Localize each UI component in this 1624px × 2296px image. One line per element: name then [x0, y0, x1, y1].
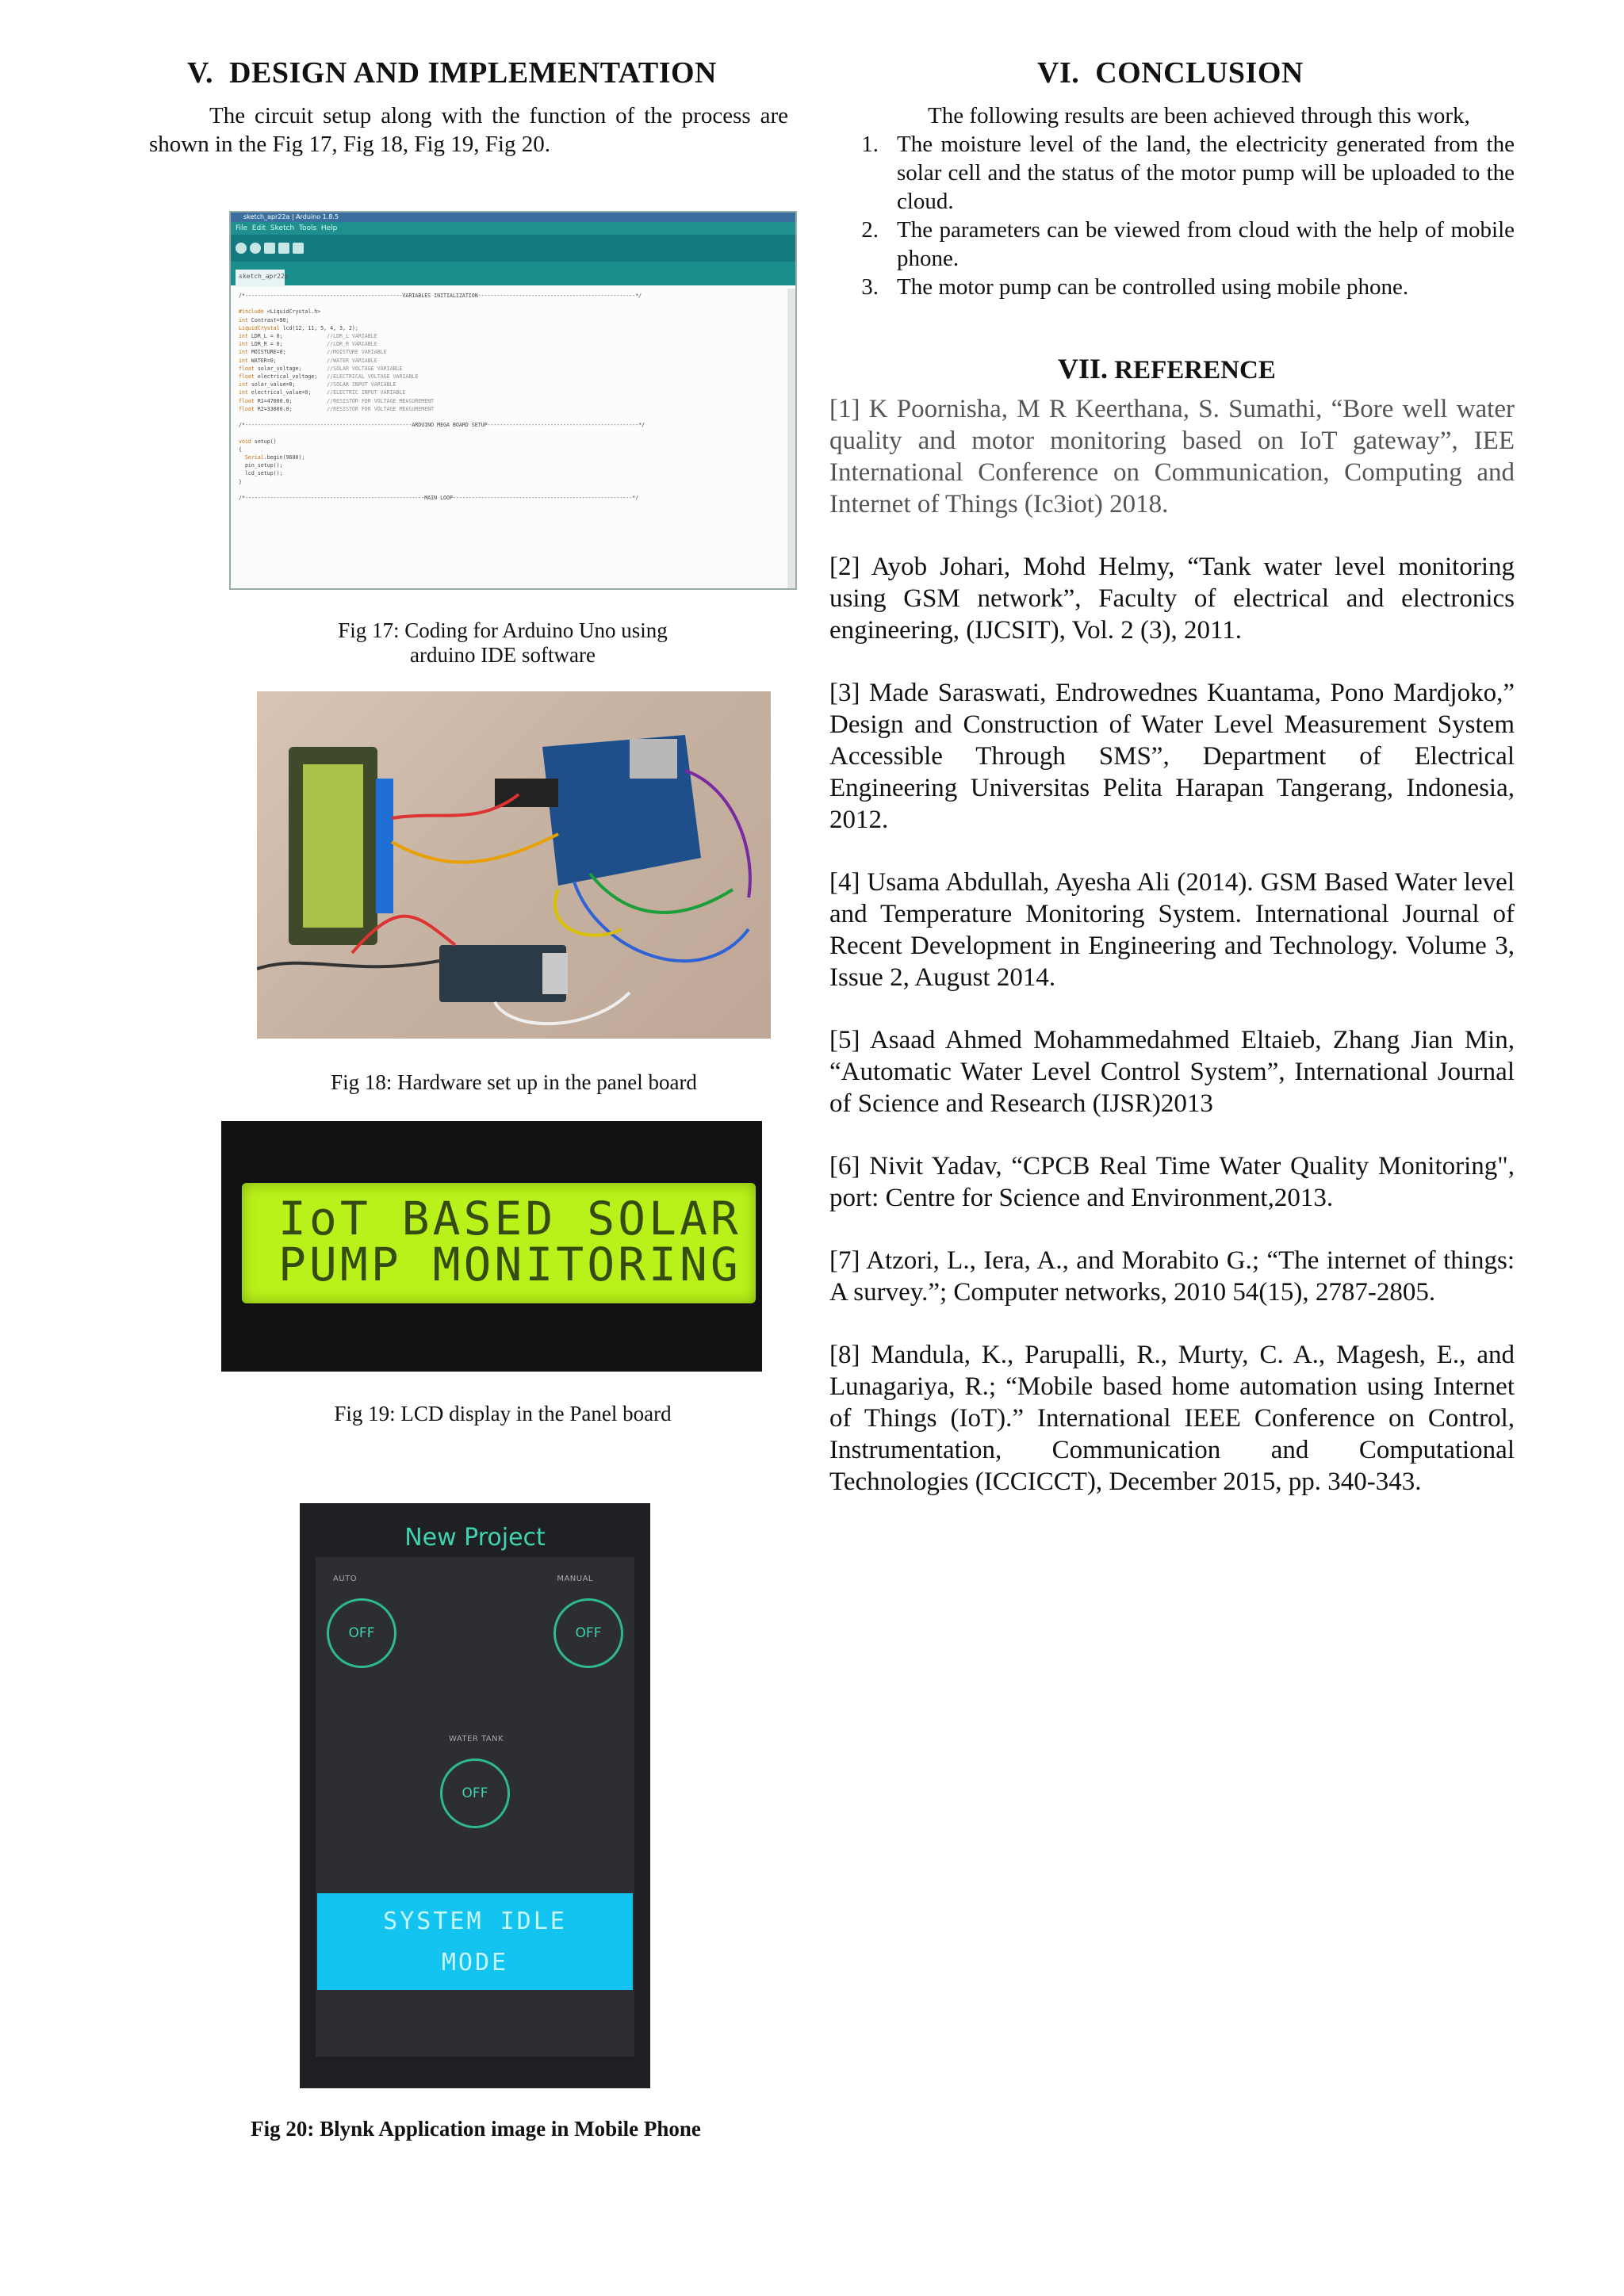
auto-toggle-button[interactable]: OFF	[327, 1598, 396, 1668]
ide-scrollbar	[787, 289, 795, 588]
reference-item: [6] Nivit Yadav, “CPCB Real Time Water Quality Monitoring", port: Centre for Science and Environment,2013.	[829, 1152, 1515, 1212]
lcd-header-pins	[376, 779, 393, 913]
wire-black	[257, 961, 439, 969]
result-text: The moisture level of the land, the electricity generated from the solar cell and the status of the motor pump will be uploaded to the cloud.	[897, 132, 1515, 214]
section-title: DESIGN AND IMPLEMENTATION	[229, 56, 717, 90]
wire-blue	[574, 882, 749, 961]
save-file-icon	[293, 243, 304, 254]
manual-toggle-button[interactable]: OFF	[553, 1598, 623, 1668]
reference-item: [8] Mandula, K., Parupalli, R., Murty, C. A., Magesh, E., and Lunagariya, R.; “Mobile based home automation using Internet of Things (IoT).” International IEEE Conference on Control, Instrumentation, Communication and Computational Technologies (ICCICCT), December 2015, pp. 340-343.	[829, 1341, 1515, 1496]
auto-label: AUTO	[333, 1575, 358, 1583]
reference-item: [1] K Poornisha, M R Keerthana, S. Sumathi, “Bore well water quality and motor monitoring based on IoT gateway”, IEE International Conference on Communication, Computing and Internet of Things (Ic3iot) 2018.	[829, 395, 1515, 519]
ide-tabs	[231, 262, 795, 285]
blynk-app-screenshot	[300, 1503, 650, 2088]
results-list	[847, 130, 1515, 301]
section-title: CONCLUSION	[1095, 56, 1304, 90]
result-text: The motor pump can be controlled using mobile phone.	[897, 274, 1409, 300]
lcd-display-photo	[221, 1121, 762, 1372]
fig18-caption: Fig 18: Hardware set up in the panel board	[331, 1070, 697, 1094]
ide-code-area: /*--------------------------------------------------VARIABLES INITIALIZATION--------------------------------------------------*/ #include <LiquidCrystal.h> int Contrast=90; LiquidCrystal lcd(12, 11, 5, 4, 3, 2); int LDR_L = 0; //LDR_L VARIABLE int LDR_R = 0; //LDR_R VARIABLE int MOISTURE=0; //MOISTURE VARIABLE int WATER=0; //WATER VARIABLE float solar_voltage; //SOLAR VOLTAGE VARIABLE float electrical_voltage; //ELECTRICAL VOLTAGE VARIABLE int solar_value=0; //SOLAR INPUT VARIABLE int electrical_value=0; //ELECTRIC INPUT VARIABLE float R1=47000.0; //RESISTOR FOR VOLTAGE MEASUREMENT float R2=33000.0; //RESISTOR FOR VOLTAGE MEASUREMENT /*-----------------------------------------------------ARDUINO MEGA BOARD SETUP------------------------------------------------*/ void setup() { Serial.begin(9600); pin_setup(); lcd_setup(); } /*---------------------------------------------------------MAIN LOOP---------------------------------------------------------*/	[239, 293, 645, 502]
conclusion-intro: The following results are been achieved through this work,	[928, 103, 1470, 128]
reference-item: [7] Atzori, L., Iera, A., and Morabito G.; “The internet of things: A survey.”; Computer networks, 2010 54(15), 2787-2805.	[829, 1246, 1515, 1307]
intro-paragraph: The circuit setup along with the function of the process are shown in the Fig 17, Fig 18, Fig 19, Fig 20.	[149, 103, 788, 157]
reference-item: [4] Usama Abdullah, Ayesha Ali (2014). GSM Based Water level and Temperature Monitoring System. International Journal of Recent Development in Engineering and Technology. Volume 3, Issue 2, August 2014.	[829, 868, 1515, 992]
water-tank-label: WATER TANK	[449, 1735, 504, 1743]
section-number: VII.	[1058, 353, 1109, 385]
wire-orange	[392, 834, 558, 862]
hardware-illustration	[257, 691, 771, 1039]
fig17-caption	[297, 618, 709, 668]
lcd-screen	[303, 764, 363, 928]
verify-icon	[236, 243, 247, 254]
arduino-ide-screenshot	[229, 211, 797, 590]
ide-tab: sketch_apr22a	[236, 270, 285, 287]
reference-list	[829, 393, 1515, 1529]
wire-green	[590, 874, 733, 913]
fig17-caption-line2: arduino IDE software	[410, 643, 596, 667]
result-number: 3.	[861, 274, 879, 300]
fig19-caption: Fig 19: LCD display in the Panel board	[334, 1402, 672, 1425]
result-number: 2.	[861, 217, 879, 243]
fig20-caption: Fig 20: Blynk Application image in Mobile Phone	[251, 2117, 701, 2141]
water-tank-toggle-button[interactable]: OFF	[440, 1758, 510, 1828]
section-number: V.	[187, 56, 214, 90]
lcd-line-1: IoT BASED SOLAR	[278, 1192, 741, 1246]
ide-toolbar	[231, 235, 795, 262]
ide-titlebar: sketch_apr22a | Arduino 1.8.5	[231, 212, 795, 222]
upload-icon	[250, 243, 261, 254]
section-heading-reference	[1058, 352, 1276, 385]
manual-label: MANUAL	[557, 1575, 593, 1583]
section-heading-conclusion	[1037, 55, 1304, 90]
ide-menubar: File Edit Sketch Tools Help	[231, 222, 795, 235]
reference-item: [2] Ayob Johari, Mohd Helmy, “Tank water level monitoring using GSM network”, Faculty of electrical and electronics engineering, (IJCSIT), Vol. 2 (3), 2011.	[829, 553, 1515, 645]
result-item	[847, 273, 1515, 301]
result-number: 1.	[861, 132, 879, 157]
reference-item: [3] Made Saraswati, Endrowednes Kuantama, Pono Mardjoko,” Design and Construction of Water Level Measurement System Accessible Through SMS”, Department of Electrical Engineering Universitas Pelita Harapan Tangerang, Indonesia, 2012.	[829, 679, 1515, 834]
section-number: VI.	[1037, 56, 1080, 90]
open-file-icon	[278, 243, 289, 254]
section-title: REFERENCE	[1114, 356, 1276, 385]
section-heading-design	[187, 55, 717, 90]
lcd-line-2: PUMP MONITORING	[278, 1238, 741, 1292]
result-item	[847, 130, 1515, 216]
result-item	[847, 216, 1515, 273]
wifi-module	[542, 953, 568, 994]
status-display: SYSTEM IDLE MODE	[317, 1893, 633, 1990]
lcd-panel	[242, 1183, 756, 1303]
fig17-caption-line1: Fig 17: Coding for Arduino Uno using	[338, 618, 668, 642]
new-file-icon	[264, 243, 275, 254]
reference-item: [5] Asaad Ahmed Mohammedahmed Eltaieb, Zhang Jian Min, “Automatic Water Level Control System”, International Journal of Science and Research (IJSR)2013	[829, 1026, 1515, 1118]
result-text: The parameters can be viewed from cloud with the help of mobile phone.	[897, 217, 1515, 271]
usb-port	[630, 739, 677, 779]
app-title: New Project	[404, 1524, 546, 1552]
hardware-setup-photo	[257, 691, 771, 1039]
